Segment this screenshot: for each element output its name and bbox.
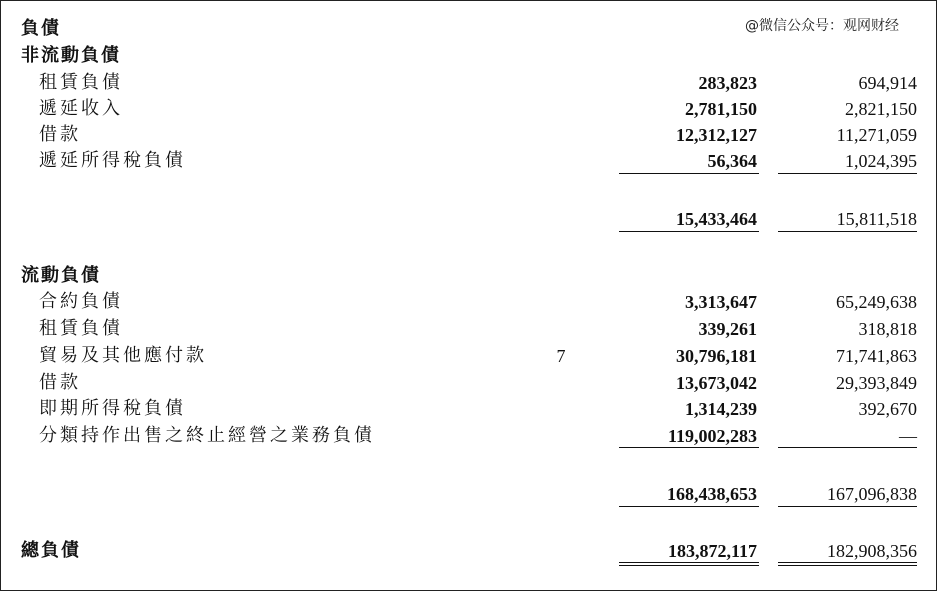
section-title: 負債: [21, 18, 61, 39]
row-label: 借款: [39, 124, 81, 145]
current-year-value: 12,312,127: [676, 125, 757, 145]
table-row: [1, 370, 936, 396]
table-row: [1, 423, 936, 449]
prior-year-total: 182,908,356: [827, 541, 917, 561]
section-title-row: [1, 16, 936, 42]
table-row: [1, 70, 936, 96]
prior-year-value: 318,818: [858, 319, 917, 339]
row-label: 租賃負債: [39, 72, 123, 93]
prior-year-value: 2,821,150: [845, 99, 917, 119]
row-label: 借款: [39, 372, 81, 393]
row-label: 遞延收入: [39, 98, 123, 119]
current-year-subtotal: 15,433,464: [676, 209, 757, 229]
divider: [619, 231, 759, 232]
non-current-heading-row: [1, 43, 936, 69]
double-underline: [619, 562, 759, 566]
current-year-value: 119,002,283: [667, 426, 757, 446]
divider: [619, 447, 759, 448]
current-year-value: 339,261: [698, 319, 757, 339]
row-label: 貿易及其他應付款: [39, 345, 207, 366]
table-row: [1, 148, 936, 174]
prior-year-subtotal: 167,096,838: [827, 484, 917, 504]
table-row: [1, 122, 936, 148]
total-row: [1, 538, 936, 564]
row-label: 合約負債: [39, 291, 123, 312]
row-label: 遞延所得稅負債: [39, 150, 186, 171]
divider: [619, 173, 759, 174]
prior-year-value: 392,670: [858, 399, 917, 419]
current-year-subtotal: 168,438,653: [667, 484, 757, 504]
row-label: 即期所得稅負債: [39, 398, 186, 419]
current-year-total: 183,872,117: [667, 541, 757, 561]
current-year-value: 2,781,150: [685, 99, 757, 119]
table-row: [1, 289, 936, 315]
divider: [619, 506, 759, 507]
prior-year-value: 65,249,638: [836, 292, 917, 312]
prior-year-subtotal: 15,811,518: [836, 209, 917, 229]
total-label: 總負債: [21, 540, 81, 561]
note-reference: 7: [556, 346, 566, 366]
prior-year-value: 71,741,863: [836, 346, 917, 366]
table-row: [1, 343, 936, 369]
prior-year-value: 11,271,059: [836, 125, 917, 145]
current-subtotal-row: [1, 481, 936, 507]
table-row: [1, 96, 936, 122]
table-row: [1, 316, 936, 342]
divider: [778, 447, 917, 448]
current-year-value: 56,364: [707, 151, 757, 171]
divider: [778, 506, 917, 507]
prior-year-value: 1,024,395: [845, 151, 917, 171]
watermark: @微信公众号：观网财经: [745, 18, 899, 34]
double-underline: [778, 562, 917, 566]
current-year-value: 30,796,181: [676, 346, 757, 366]
current-year-value: 3,313,647: [685, 292, 757, 312]
table-row: [1, 396, 936, 422]
prior-year-value: 694,914: [858, 73, 917, 93]
non-current-subtotal-row: [1, 206, 936, 232]
row-label: 分類持作出售之終止經營之業務負債: [39, 425, 375, 446]
current-heading: 流動負債: [21, 265, 101, 286]
current-heading-row: [1, 263, 936, 289]
prior-year-value: —: [899, 426, 917, 446]
divider: [778, 173, 917, 174]
row-label: 租賃負債: [39, 318, 123, 339]
non-current-heading: 非流動負債: [21, 45, 121, 66]
current-year-value: 1,314,239: [685, 399, 757, 419]
prior-year-value: 29,393,849: [836, 373, 917, 393]
current-year-value: 283,823: [698, 73, 757, 93]
divider: [778, 231, 917, 232]
current-year-value: 13,673,042: [676, 373, 757, 393]
